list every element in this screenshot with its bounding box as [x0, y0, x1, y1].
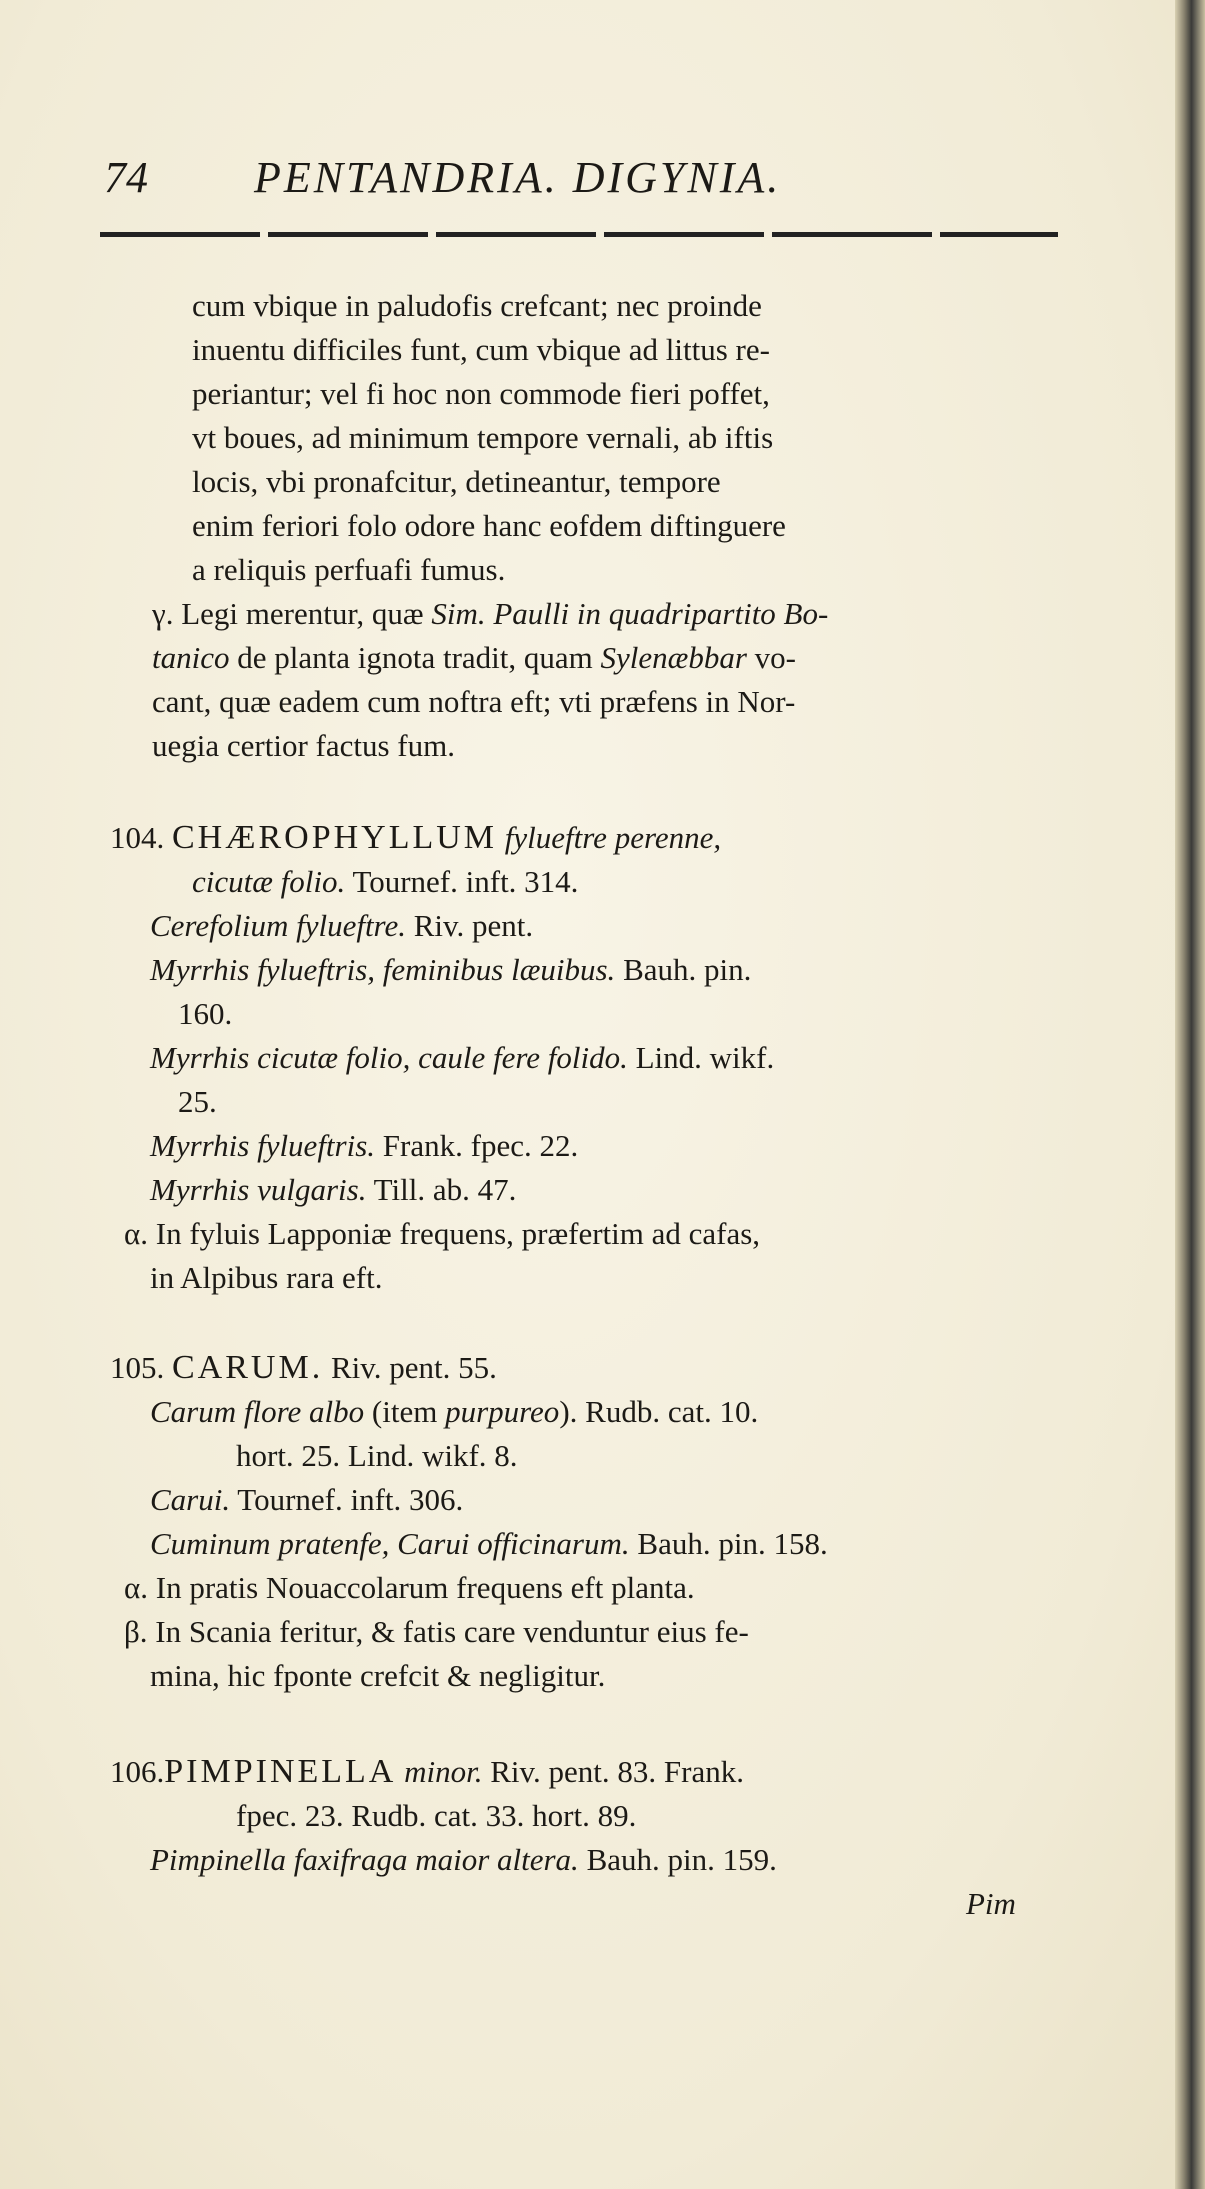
page-header: [104, 152, 1054, 212]
note-gamma-line: cant, quæ eadem cum noftra eft; vti præfens in Nor-: [152, 684, 796, 719]
entry-104-line: Myrrhis cicutæ folio, caule fere folido. Lind. wikf.: [150, 1040, 775, 1075]
entry-104-line: Myrrhis vulgaris. Till. ab. 47.: [150, 1172, 517, 1207]
entry-105-line: Carui. Tournef. inft. 306.: [150, 1482, 464, 1517]
entry-104-line: cicutæ folio. Tournef. inft. 314.: [192, 864, 579, 899]
entry-105-line: Carum flore albo (item purpureo). Rudb. cat. 10.: [150, 1394, 759, 1429]
entry-104-line: α. In fyluis Lapponiæ frequens, præfertim ad cafas,: [124, 1216, 761, 1251]
text-line: cum vbique in paludofis crefcant; nec proinde: [192, 288, 762, 323]
text-line: locis, vbi pronafcitur, detineantur, tempore: [192, 464, 721, 499]
text-line: a reliquis perfuafi fumus.: [192, 552, 506, 587]
entry-104-line: Cerefolium fylueftre. Riv. pent.: [150, 908, 534, 943]
entry-104-line: Myrrhis fylueftris, feminibus læuibus. Bauh. pin.: [150, 952, 752, 987]
entry-106-heading: 106.PIMPINELLA minor. Riv. pent. 83. Frank.: [110, 1753, 744, 1790]
note-gamma-line: γ. Legi merentur, quæ Sim. Paulli in quadripartito Bo-: [152, 596, 829, 631]
entry-105-heading: 105. CARUM. Riv. pent. 55.: [110, 1349, 497, 1386]
page-edge-binding: [1175, 0, 1205, 2189]
entry-104-line: Myrrhis fylueftris. Frank. fpec. 22.: [150, 1128, 579, 1163]
entry-104-line: 160.: [178, 996, 233, 1031]
text-line: inuentu difficiles funt, cum vbique ad littus re-: [192, 332, 770, 367]
text-line: enim feriori folo odore hanc eofdem diftinguere: [192, 508, 786, 543]
entry-106-line: Pimpinella faxifraga maior altera. Bauh. pin. 159.: [150, 1842, 777, 1877]
entry-105-line: α. In pratis Nouaccolarum frequens eft planta.: [124, 1570, 695, 1605]
entry-104-heading: 104. CHÆROPHYLLUM fylueftre perenne,: [110, 819, 722, 856]
note-gamma-line: uegia certior factus fum.: [152, 728, 455, 763]
header-rule: [100, 232, 1058, 237]
entry-104-line: 25.: [178, 1084, 217, 1119]
entry-105-line: β. In Scania feritur, & fatis care venduntur eius fe-: [124, 1614, 749, 1649]
entry-105-line: Cuminum pratenfe, Carui officinarum. Bauh. pin. 158.: [150, 1526, 828, 1561]
catchword: Pim: [966, 1886, 1016, 1921]
note-gamma-line: tanico de planta ignota tradit, quam Sylenæbbar vo-: [152, 640, 796, 675]
entry-104-line: in Alpibus rara eft.: [150, 1260, 383, 1295]
page-number: 74: [104, 153, 148, 202]
entry-106-line: fpec. 23. Rudb. cat. 33. hort. 89.: [236, 1798, 637, 1833]
entry-105-line: mina, hic fponte crefcit & negligitur.: [150, 1658, 606, 1693]
text-line: periantur; vel fi hoc non commode fieri poffet,: [192, 376, 770, 411]
running-title: PENTANDRIA. DIGYNIA.: [254, 153, 782, 202]
text-line: vt boues, ad minimum tempore vernali, ab iftis: [192, 420, 774, 455]
entry-105-line: hort. 25. Lind. wikf. 8.: [236, 1438, 518, 1473]
